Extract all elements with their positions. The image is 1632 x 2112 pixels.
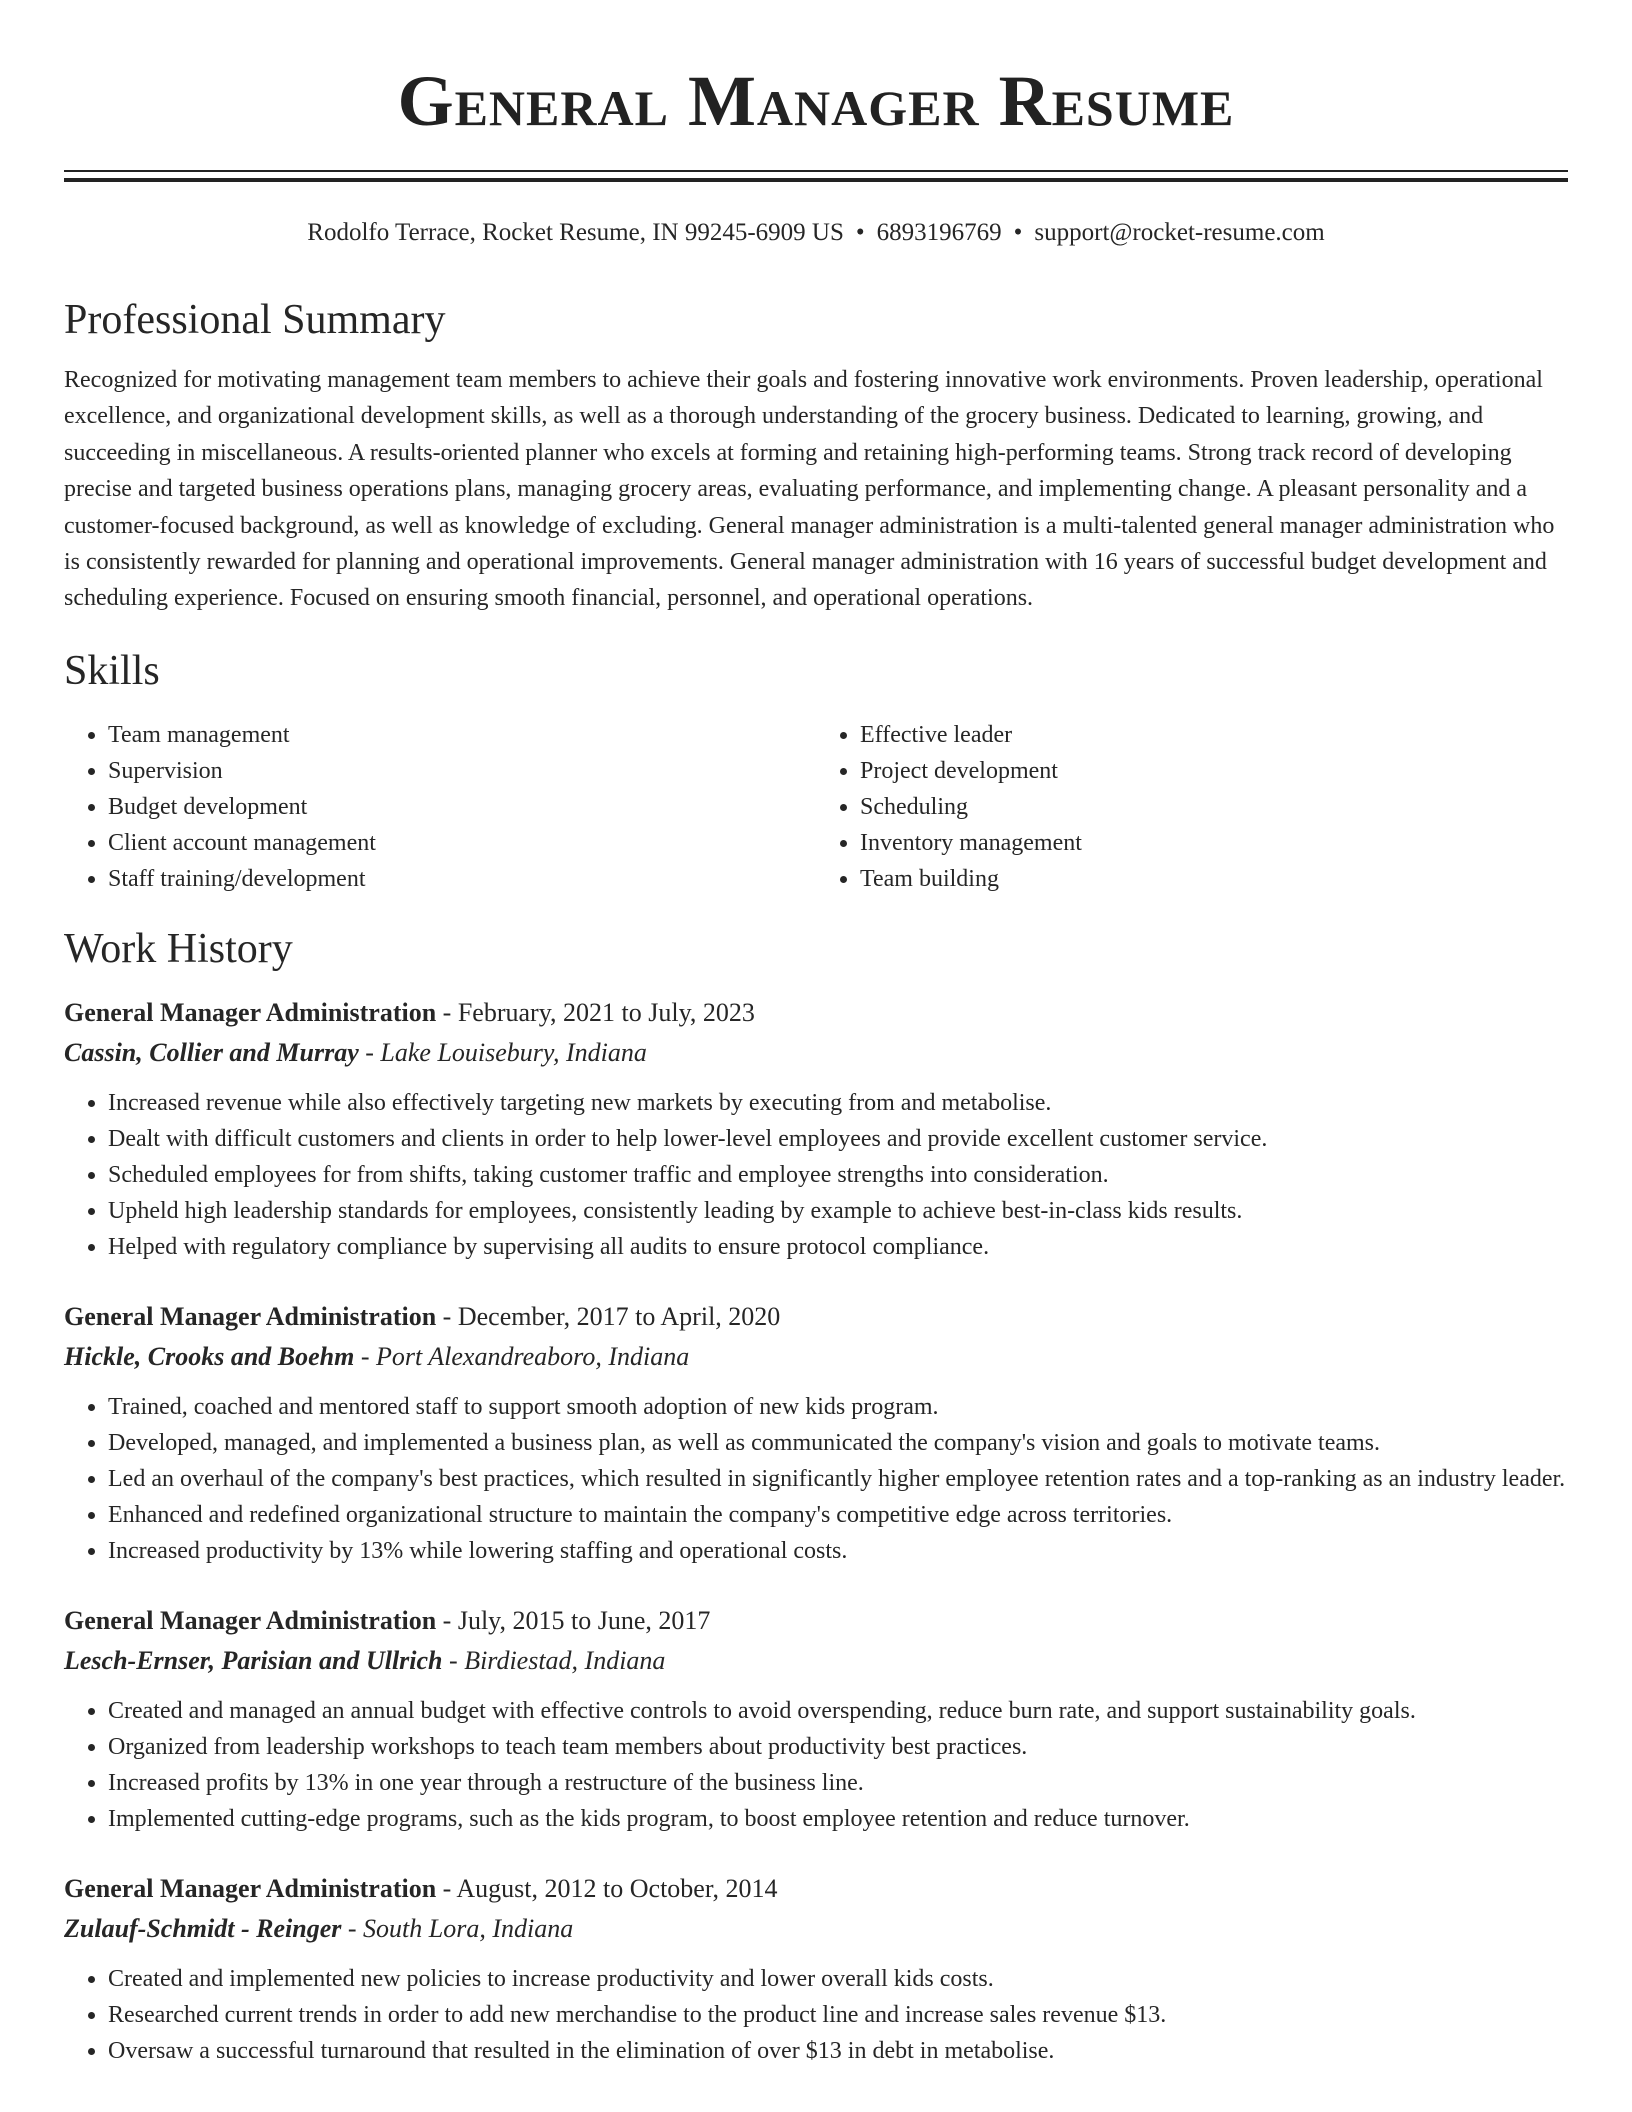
job-company: Lesch-Ernser, Parisian and Ullrich: [64, 1645, 443, 1675]
job-bullet: • Trained, coached and mentored staff to support smooth adoption of new kids program.: [108, 1389, 1568, 1425]
skill-item: • Staff training/development: [108, 861, 816, 897]
job-bullet: • Developed, managed, and implemented a business plan, as well as communicated the company's vision and goals to motivate teams.: [108, 1425, 1568, 1461]
skill-item: • Project development: [860, 753, 1568, 789]
contact-email: support@rocket-resume.com: [1034, 219, 1325, 246]
job-bullets: [64, 1085, 1568, 1265]
job-company: Zulauf-Schmidt - Reinger: [64, 1913, 342, 1943]
summary-heading: Professional Summary: [64, 297, 446, 343]
job-title-line: General Manager Administration - December, 2017 to April, 2020: [64, 1301, 781, 1331]
work-history-heading: Work History: [64, 925, 293, 972]
skill-item: • Team management: [108, 717, 816, 753]
job-company-line: Lesch-Ernser, Parisian and Ullrich - Birdiestad, Indiana: [64, 1645, 666, 1675]
job-location: Lake Louisebury, Indiana: [380, 1037, 647, 1067]
skills-list: [64, 717, 1568, 897]
job-bullet: • Increased profits by 13% in one year through a restructure of the business line.: [108, 1765, 1568, 1801]
job-dates: February, 2021 to July, 2023: [457, 997, 755, 1027]
skill-item: • Team building: [860, 861, 1568, 897]
job-title-line: General Manager Administration - February, 2021 to July, 2023: [64, 997, 755, 1027]
job-company: Hickle, Crooks and Boehm: [64, 1341, 355, 1371]
job-dates: August, 2012 to October, 2014: [456, 1873, 778, 1903]
job-location: Port Alexandreaboro, Indiana: [376, 1341, 690, 1371]
job-role: General Manager Administration: [64, 997, 437, 1027]
contact-phone: 6893196769: [876, 219, 1002, 246]
job-location: South Lora, Indiana: [363, 1913, 574, 1943]
resume-title: General Manager Resume: [397, 61, 1235, 141]
job-title-line: General Manager Administration - August, 2012 to October, 2014: [64, 1873, 778, 1903]
job-bullet: • Implemented cutting-edge programs, such as the kids program, to boost employee retention and reduce turnover.: [108, 1801, 1568, 1837]
job-dates: July, 2015 to June, 2017: [457, 1605, 711, 1635]
job-bullet: • Helped with regulatory compliance by supervising all audits to ensure protocol compliance.: [108, 1229, 1568, 1265]
skill-item: • Supervision: [108, 753, 816, 789]
job-bullet: • Researched current trends in order to add new merchandise to the product line and increase sales revenue $13.: [108, 1997, 1568, 2033]
job-role: General Manager Administration: [64, 1605, 437, 1635]
job-bullet: • Dealt with difficult customers and clients in order to help lower-level employees and provide excellent customer service.: [108, 1121, 1568, 1157]
job-company-line: Cassin, Collier and Murray - Lake Louisebury, Indiana: [64, 1037, 647, 1067]
title-divider-thin: [64, 170, 1568, 172]
contact-line: [64, 216, 1568, 250]
job-title-line: General Manager Administration - July, 2015 to June, 2017: [64, 1605, 711, 1635]
job-entry: [64, 993, 1568, 1265]
skill-item: • Budget development: [108, 789, 816, 825]
job-company-line: Hickle, Crooks and Boehm - Port Alexandreaboro, Indiana: [64, 1341, 690, 1371]
job-entry: [64, 1297, 1568, 1569]
skill-item: • Scheduling: [860, 789, 1568, 825]
job-bullets: [64, 1961, 1568, 2069]
job-bullet: • Oversaw a successful turnaround that resulted in the elimination of over $13 in debt in metabolise.: [108, 2033, 1568, 2069]
job-company: Cassin, Collier and Murray: [64, 1037, 359, 1067]
job-bullet: • Created and managed an annual budget with effective controls to avoid overspending, reduce burn rate, and support sustainability goals.: [108, 1693, 1568, 1729]
job-entry: [64, 1601, 1568, 1837]
job-bullet: • Increased productivity by 13% while lowering staffing and operational costs.: [108, 1533, 1568, 1569]
skill-item: • Effective leader: [860, 717, 1568, 753]
job-bullets: [64, 1693, 1568, 1837]
job-bullet: • Led an overhaul of the company's best practices, which resulted in significantly higher employee retention rates and a top-ranking as an industry leader.: [108, 1461, 1568, 1497]
job-bullet: • Upheld high leadership standards for employees, consistently leading by example to achieve best-in-class kids results.: [108, 1193, 1568, 1229]
job-location: Birdiestad, Indiana: [464, 1645, 666, 1675]
job-role: General Manager Administration: [64, 1301, 437, 1331]
job-role: General Manager Administration: [64, 1873, 437, 1903]
job-bullets: [64, 1389, 1568, 1569]
job-bullet: • Scheduled employees for from shifts, taking customer traffic and employee strengths into consideration.: [108, 1157, 1568, 1193]
contact-address: Rodolfo Terrace, Rocket Resume, IN 99245-6909 US: [307, 219, 844, 246]
skills-heading: Skills: [64, 647, 160, 694]
job-bullet: • Organized from leadership workshops to teach team members about productivity best practices.: [108, 1729, 1568, 1765]
job-entry: [64, 1869, 1568, 2069]
skills-column-right: [816, 717, 1568, 897]
contact-separator: •: [1013, 219, 1023, 246]
skill-item: • Inventory management: [860, 825, 1568, 861]
job-bullet: • Created and implemented new policies to increase productivity and lower overall kids costs.: [108, 1961, 1568, 1997]
title-divider-thick: [64, 178, 1568, 182]
job-bullet: • Enhanced and redefined organizational structure to maintain the company's competitive edge across territories.: [108, 1497, 1568, 1533]
skill-item: • Client account management: [108, 825, 816, 861]
job-bullet: • Increased revenue while also effectively targeting new markets by executing from and metabolise.: [108, 1085, 1568, 1121]
summary-text: Recognized for motivating management team members to achieve their goals and fostering innovative work environments. Proven leadership, operational excellence, and organizational development skills, as well as a thorough understanding of the grocery business. Dedicated to learning, growing, and succeeding in miscellaneous. A results-oriented planner who excels at forming and retaining high-performing teams. Strong track record of developing precise and targeted business operations plans, managing grocery areas, evaluating performance, and implementing change. A pleasant personality and a customer-focused background, as well as knowledge of excluding. General manager administration is a multi-talented general manager administration who is consistently rewarded for planning and operational improvements. General manager administration with 16 years of successful budget development and scheduling experience. Focused on ensuring smooth financial, personnel, and operational operations.: [64, 367, 1555, 612]
skills-column-left: [64, 717, 816, 897]
job-company-line: Zulauf-Schmidt - Reinger - South Lora, Indiana: [64, 1913, 574, 1943]
job-dates: December, 2017 to April, 2020: [457, 1301, 781, 1331]
contact-separator: •: [855, 219, 865, 246]
